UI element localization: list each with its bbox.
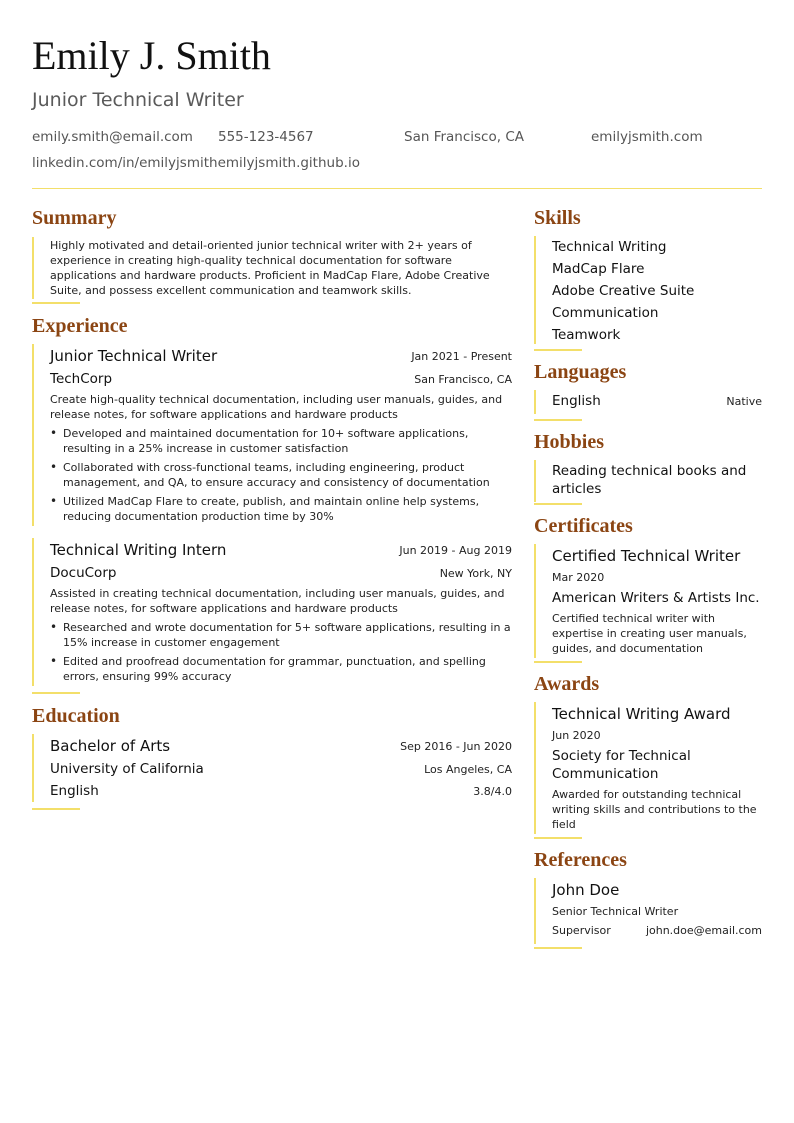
award-name: Technical Writing Award xyxy=(552,705,731,723)
certificate-date: Mar 2020 xyxy=(552,571,605,584)
job-dates: Jun 2019 - Aug 2019 xyxy=(399,544,512,557)
skills-heading: Skills xyxy=(534,207,581,229)
language-entry xyxy=(534,390,762,414)
contact-email[interactable]: emily.smith@email.com xyxy=(32,129,193,145)
awards-underline xyxy=(534,837,582,839)
contact-phone: 555-123-4567 xyxy=(218,129,314,145)
education-location: Los Angeles, CA xyxy=(424,763,512,776)
language-name: English xyxy=(552,393,601,409)
job-company: DocuCorp xyxy=(50,565,117,581)
summary-heading: Summary xyxy=(32,207,117,229)
reference-relation: Supervisor xyxy=(552,924,611,937)
award-description: Awarded for outstanding technical writing skills and contributions to the field xyxy=(552,788,757,831)
references-heading: References xyxy=(534,849,627,871)
hobbies-underline xyxy=(534,503,582,505)
job-title: Technical Writing Intern xyxy=(50,541,227,559)
skill-item: Adobe Creative Suite xyxy=(552,283,695,299)
summary-underline xyxy=(32,302,80,304)
award-entry xyxy=(534,702,762,834)
certificate-description: Certified technical writer with expertise in creating user manuals, guides, and documentation xyxy=(552,612,747,655)
education-school: University of California xyxy=(50,761,204,777)
education-dates: Sep 2016 - Jun 2020 xyxy=(400,740,512,753)
contact-website[interactable]: emilyjsmith.com xyxy=(591,129,703,145)
job-bullet: • Edited and proofread documentation for grammar, punctuation, and spelling errors, ensuring 99% accuracy xyxy=(63,654,512,684)
education-heading: Education xyxy=(32,705,120,727)
education-field: English xyxy=(50,783,99,799)
certificates-underline xyxy=(534,661,582,663)
experience-heading: Experience xyxy=(32,315,128,337)
certificate-issuer: American Writers & Artists Inc. xyxy=(552,590,760,606)
education-underline xyxy=(32,808,80,810)
skills-list xyxy=(534,236,762,344)
skill-item: Technical Writing xyxy=(552,239,667,255)
job-entry xyxy=(32,344,512,526)
languages-heading: Languages xyxy=(534,361,627,383)
references-underline xyxy=(534,947,582,949)
skill-item: MadCap Flare xyxy=(552,261,645,277)
reference-role: Senior Technical Writer xyxy=(552,905,679,918)
education-gpa: 3.8/4.0 xyxy=(473,785,512,798)
job-bullet: • Researched and wrote documentation for 5+ software applications, resulting in a 15% increase in customer engagement xyxy=(63,620,512,650)
award-issuer: Society for Technical Communication xyxy=(552,748,691,782)
education-degree: Bachelor of Arts xyxy=(50,737,171,755)
contact-linkedin[interactable]: linkedin.com/in/emilyjsmith xyxy=(32,155,218,171)
reference-email[interactable]: john.doe@email.com xyxy=(645,924,762,937)
job-title: Junior Technical Writer xyxy=(50,347,218,365)
candidate-name: Emily J. Smith xyxy=(32,33,271,78)
job-location: San Francisco, CA xyxy=(414,373,512,386)
job-bullet: • Utilized MadCap Flare to create, publish, and maintain online help systems, reducing documentation production time by 30% xyxy=(63,494,512,524)
contact-location: San Francisco, CA xyxy=(404,129,524,145)
certificate-name: Certified Technical Writer xyxy=(552,547,741,565)
job-dates: Jan 2021 - Present xyxy=(411,350,512,363)
language-level: Native xyxy=(726,395,762,408)
job-entry xyxy=(32,538,512,686)
contact-github[interactable]: emilyjsmith.github.io xyxy=(217,155,360,171)
hobbies-block xyxy=(534,460,762,502)
education-entry xyxy=(32,734,512,802)
certificates-heading: Certificates xyxy=(534,515,633,537)
reference-name: John Doe xyxy=(552,881,620,899)
candidate-title: Junior Technical Writer xyxy=(32,89,244,111)
certificate-entry xyxy=(534,544,762,658)
reference-entry xyxy=(534,878,762,944)
summary-block xyxy=(32,237,512,299)
job-bullet: • Collaborated with cross-functional teams, including engineering, product management, and QA, to ensure accuracy and consistency of documentation xyxy=(63,460,512,490)
skill-item: Communication xyxy=(552,305,659,321)
hobby-item: Reading technical books and articles xyxy=(552,463,747,497)
job-company: TechCorp xyxy=(50,371,113,387)
skills-underline xyxy=(534,349,582,351)
job-description: Assisted in creating technical documentation, including user manuals, guides, and release notes, for software applications and hardware products xyxy=(50,587,505,615)
job-location: New York, NY xyxy=(439,567,512,580)
contact-links xyxy=(32,154,360,172)
hobbies-heading: Hobbies xyxy=(534,431,605,453)
job-bullet: • Developed and maintained documentation for 10+ software applications, resulting in a 25% increase in customer satisfaction xyxy=(63,426,512,456)
languages-underline xyxy=(534,419,582,421)
award-date: Jun 2020 xyxy=(552,729,601,742)
awards-heading: Awards xyxy=(534,673,600,695)
summary-text: Highly motivated and detail-oriented junior technical writer with 2+ years of experience in creating high-quality technical documentation for software applications and hardware products. Proficient in MadCap Flare, Adobe Creative Suite, and possess excellent communication and teamwork skills. xyxy=(50,239,490,297)
job-description: Create high-quality technical documentation, including user manuals, guides, and release notes, for software applications and hardware products xyxy=(50,393,503,421)
experience-underline xyxy=(32,692,80,694)
skill-item: Teamwork xyxy=(552,327,621,343)
header-divider xyxy=(32,188,762,189)
